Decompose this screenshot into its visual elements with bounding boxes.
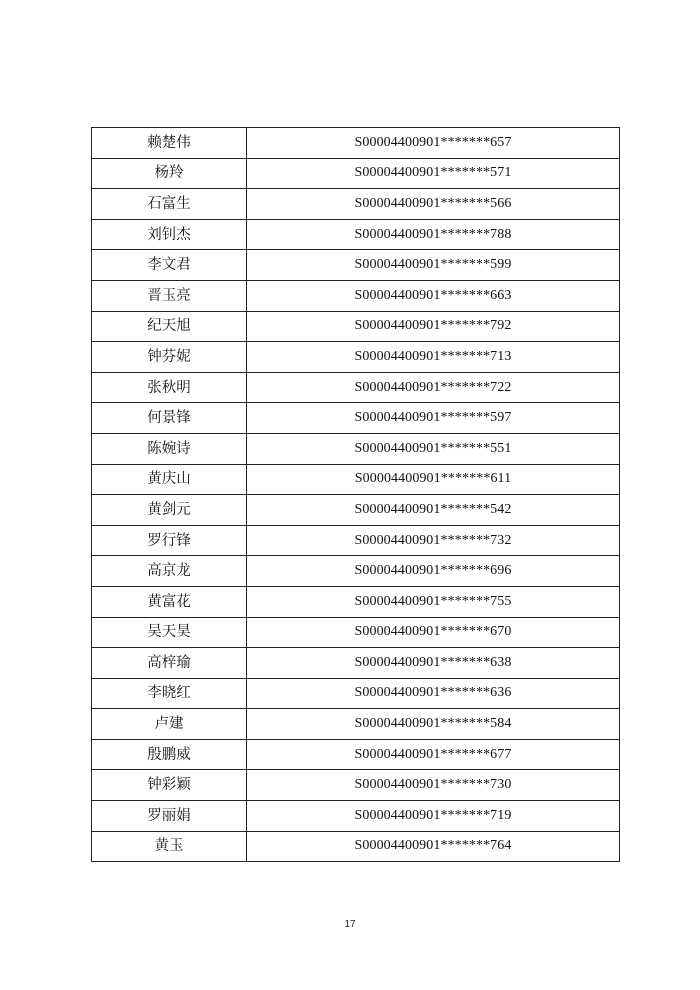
table-row — [92, 219, 620, 250]
table-row — [92, 189, 620, 220]
certificate-number-cell: S00004400901*******542 — [247, 495, 620, 526]
name-cell: 李文君 — [92, 250, 247, 281]
table-row — [92, 495, 620, 526]
certificate-number-cell: S00004400901*******696 — [247, 556, 620, 587]
page-number: 17 — [344, 919, 356, 930]
certificate-number-cell: S00004400901*******732 — [247, 525, 620, 556]
certificate-number-cell: S00004400901*******597 — [247, 403, 620, 434]
table-row — [92, 678, 620, 709]
table-row — [92, 709, 620, 740]
name-cell: 吴天昊 — [92, 617, 247, 648]
name-cell: 刘钊杰 — [92, 219, 247, 250]
table-row — [92, 372, 620, 403]
table-row — [92, 250, 620, 281]
table-row — [92, 464, 620, 495]
name-certificate-table — [91, 127, 620, 862]
table-row — [92, 770, 620, 801]
name-cell: 杨羚 — [92, 158, 247, 189]
certificate-number-cell: S00004400901*******677 — [247, 739, 620, 770]
name-cell: 殷鹏威 — [92, 739, 247, 770]
certificate-number-cell: S00004400901*******792 — [247, 311, 620, 342]
certificate-number-cell: S00004400901*******611 — [247, 464, 620, 495]
certificate-number-cell: S00004400901*******755 — [247, 586, 620, 617]
certificate-number-cell: S00004400901*******788 — [247, 219, 620, 250]
name-cell: 黄剑元 — [92, 495, 247, 526]
name-cell: 陈婉诗 — [92, 433, 247, 464]
name-cell: 卢建 — [92, 709, 247, 740]
name-cell: 石富生 — [92, 189, 247, 220]
table-row — [92, 586, 620, 617]
certificate-number-cell: S00004400901*******599 — [247, 250, 620, 281]
table-row — [92, 403, 620, 434]
certificate-number-cell: S00004400901*******638 — [247, 648, 620, 679]
name-cell: 晋玉亮 — [92, 280, 247, 311]
certificate-number-cell: S00004400901*******551 — [247, 433, 620, 464]
table-row — [92, 525, 620, 556]
name-cell: 李晓红 — [92, 678, 247, 709]
certificate-number-cell: S00004400901*******670 — [247, 617, 620, 648]
name-cell: 黄玉 — [92, 831, 247, 862]
name-cell: 赖楚伟 — [92, 128, 247, 159]
name-cell: 黄庆山 — [92, 464, 247, 495]
certificate-number-cell: S00004400901*******571 — [247, 158, 620, 189]
certificate-number-cell: S00004400901*******584 — [247, 709, 620, 740]
name-cell: 钟彩颖 — [92, 770, 247, 801]
certificate-number-cell: S00004400901*******566 — [247, 189, 620, 220]
name-cell: 黄富花 — [92, 586, 247, 617]
table-row — [92, 801, 620, 832]
certificate-number-cell: S00004400901*******764 — [247, 831, 620, 862]
name-cell: 高京龙 — [92, 556, 247, 587]
certificate-number-cell: S00004400901*******730 — [247, 770, 620, 801]
name-cell: 高梓瑜 — [92, 648, 247, 679]
certificate-number-cell: S00004400901*******719 — [247, 801, 620, 832]
table-body — [92, 128, 620, 862]
table-row — [92, 280, 620, 311]
table-row — [92, 128, 620, 159]
name-cell: 张秋明 — [92, 372, 247, 403]
name-cell: 何景锋 — [92, 403, 247, 434]
table-row — [92, 311, 620, 342]
name-cell: 罗丽娟 — [92, 801, 247, 832]
table-row — [92, 648, 620, 679]
name-cell: 纪天旭 — [92, 311, 247, 342]
name-cell: 罗行锋 — [92, 525, 247, 556]
table-row — [92, 831, 620, 862]
table-row — [92, 617, 620, 648]
table-row — [92, 342, 620, 373]
certificate-number-cell: S00004400901*******663 — [247, 280, 620, 311]
table-row — [92, 158, 620, 189]
table-row — [92, 739, 620, 770]
name-cell: 钟芬妮 — [92, 342, 247, 373]
certificate-number-cell: S00004400901*******722 — [247, 372, 620, 403]
certificate-number-cell: S00004400901*******713 — [247, 342, 620, 373]
table-row — [92, 433, 620, 464]
table-row — [92, 556, 620, 587]
certificate-number-cell: S00004400901*******636 — [247, 678, 620, 709]
certificate-number-cell: S00004400901*******657 — [247, 128, 620, 159]
